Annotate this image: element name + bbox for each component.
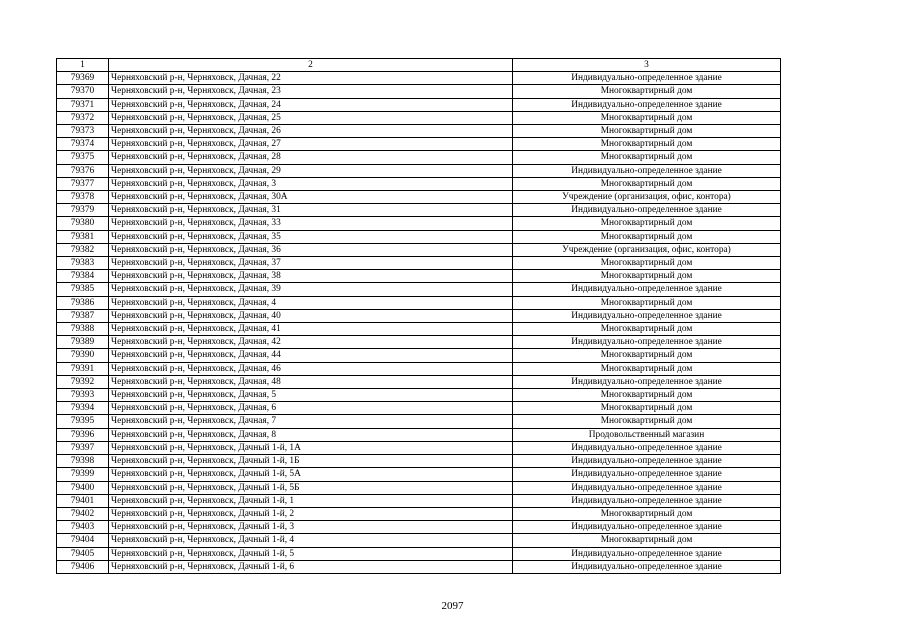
table-row (57, 375, 781, 388)
object-type-cell: Многоквартирный дом (513, 85, 781, 98)
address-cell: Черняховский р-н, Черняховск, Дачная, 24 (109, 98, 513, 111)
table-row (57, 204, 781, 217)
address-cell: Черняховский р-н, Черняховск, Дачный 1-й, 1Б (109, 455, 513, 468)
record-number-cell: 79373 (57, 125, 109, 138)
object-type-cell: Многоквартирный дом (513, 296, 781, 309)
table-row (57, 455, 781, 468)
table-row (57, 125, 781, 138)
address-cell: Черняховский р-н, Черняховск, Дачная, 31 (109, 204, 513, 217)
table-row (57, 72, 781, 85)
document-sheet (56, 58, 780, 574)
object-type-cell: Многоквартирный дом (513, 323, 781, 336)
table-row (57, 534, 781, 547)
object-type-cell: Многоквартирный дом (513, 151, 781, 164)
record-number-cell: 79371 (57, 98, 109, 111)
table-row (57, 349, 781, 362)
record-number-cell: 79385 (57, 283, 109, 296)
record-number-cell: 79398 (57, 455, 109, 468)
object-type-cell: Многоквартирный дом (513, 402, 781, 415)
column-header-3: 3 (513, 59, 781, 72)
object-type-cell: Многоквартирный дом (513, 362, 781, 375)
record-number-cell: 79391 (57, 362, 109, 375)
object-type-cell: Индивидуально-определенное здание (513, 547, 781, 560)
record-number-cell: 79375 (57, 151, 109, 164)
object-type-cell: Многоквартирный дом (513, 111, 781, 124)
table-row (57, 481, 781, 494)
page-number: 2097 (441, 600, 464, 612)
table-row (57, 309, 781, 322)
address-cell: Черняховский р-н, Черняховск, Дачная, 3 (109, 177, 513, 190)
record-number-cell: 79380 (57, 217, 109, 230)
object-type-cell: Многоквартирный дом (513, 534, 781, 547)
address-cell: Черняховский р-н, Черняховск, Дачная, 30А (109, 191, 513, 204)
table-row (57, 402, 781, 415)
record-number-cell: 79401 (57, 494, 109, 507)
table-row (57, 164, 781, 177)
record-number-cell: 79392 (57, 375, 109, 388)
object-type-cell: Индивидуально-определенное здание (513, 481, 781, 494)
address-cell: Черняховский р-н, Черняховск, Дачная, 27 (109, 138, 513, 151)
table-body (57, 72, 781, 574)
address-cell: Черняховский р-н, Черняховск, Дачная, 46 (109, 362, 513, 375)
table-header-row (57, 59, 781, 72)
record-number-cell: 79383 (57, 257, 109, 270)
address-cell: Черняховский р-н, Черняховск, Дачная, 35 (109, 230, 513, 243)
object-type-cell: Учреждение (организация, офис, контора) (513, 243, 781, 256)
table-row (57, 560, 781, 573)
record-number-cell: 79395 (57, 415, 109, 428)
object-type-cell: Продовольственный магазин (513, 428, 781, 441)
table-row (57, 243, 781, 256)
record-number-cell: 79376 (57, 164, 109, 177)
table-row (57, 547, 781, 560)
record-number-cell: 79378 (57, 191, 109, 204)
object-type-cell: Индивидуально-определенное здание (513, 98, 781, 111)
address-cell: Черняховский р-н, Черняховск, Дачная, 36 (109, 243, 513, 256)
address-cell: Черняховский р-н, Черняховск, Дачная, 28 (109, 151, 513, 164)
object-type-cell: Учреждение (организация, офис, контора) (513, 191, 781, 204)
address-cell: Черняховский р-н, Черняховск, Дачный 1-й, 1А (109, 441, 513, 454)
object-type-cell: Индивидуально-определенное здание (513, 164, 781, 177)
table-row (57, 494, 781, 507)
address-cell: Черняховский р-н, Черняховск, Дачная, 33 (109, 217, 513, 230)
address-cell: Черняховский р-н, Черняховск, Дачный 1-й, 5 (109, 547, 513, 560)
object-type-cell: Индивидуально-определенное здание (513, 494, 781, 507)
address-cell: Черняховский р-н, Черняховск, Дачный 1-й, 5Б (109, 481, 513, 494)
object-type-cell: Индивидуально-определенное здание (513, 521, 781, 534)
table-row (57, 521, 781, 534)
address-cell: Черняховский р-н, Черняховск, Дачная, 48 (109, 375, 513, 388)
table-row (57, 138, 781, 151)
address-cell: Черняховский р-н, Черняховск, Дачная, 25 (109, 111, 513, 124)
table-row (57, 362, 781, 375)
object-type-cell: Индивидуально-определенное здание (513, 560, 781, 573)
address-cell: Черняховский р-н, Черняховск, Дачная, 39 (109, 283, 513, 296)
object-type-cell: Индивидуально-определенное здание (513, 309, 781, 322)
record-number-cell: 79397 (57, 441, 109, 454)
record-number-cell: 79370 (57, 85, 109, 98)
address-cell: Черняховский р-н, Черняховск, Дачный 1-й, 4 (109, 534, 513, 547)
object-type-cell: Многоквартирный дом (513, 507, 781, 520)
record-number-cell: 79379 (57, 204, 109, 217)
record-number-cell: 79403 (57, 521, 109, 534)
object-type-cell: Индивидуально-определенное здание (513, 336, 781, 349)
record-number-cell: 79406 (57, 560, 109, 573)
record-number-cell: 79374 (57, 138, 109, 151)
address-cell: Черняховский р-н, Черняховск, Дачная, 5 (109, 389, 513, 402)
table-row (57, 389, 781, 402)
object-type-cell: Многоквартирный дом (513, 270, 781, 283)
table-row (57, 468, 781, 481)
registry-table (56, 58, 781, 574)
address-cell: Черняховский р-н, Черняховск, Дачная, 7 (109, 415, 513, 428)
record-number-cell: 79382 (57, 243, 109, 256)
object-type-cell: Индивидуально-определенное здание (513, 283, 781, 296)
record-number-cell: 79388 (57, 323, 109, 336)
address-cell: Черняховский р-н, Черняховск, Дачная, 29 (109, 164, 513, 177)
address-cell: Черняховский р-н, Черняховск, Дачная, 6 (109, 402, 513, 415)
object-type-cell: Многоквартирный дом (513, 138, 781, 151)
record-number-cell: 79396 (57, 428, 109, 441)
table-row (57, 323, 781, 336)
address-cell: Черняховский р-н, Черняховск, Дачная, 8 (109, 428, 513, 441)
object-type-cell: Индивидуально-определенное здание (513, 204, 781, 217)
column-header-1: 1 (57, 59, 109, 72)
object-type-cell: Многоквартирный дом (513, 177, 781, 190)
object-type-cell: Многоквартирный дом (513, 415, 781, 428)
address-cell: Черняховский р-н, Черняховск, Дачный 1-й, 3 (109, 521, 513, 534)
object-type-cell: Многоквартирный дом (513, 389, 781, 402)
record-number-cell: 79389 (57, 336, 109, 349)
address-cell: Черняховский р-н, Черняховск, Дачная, 23 (109, 85, 513, 98)
table-row (57, 270, 781, 283)
table-row (57, 283, 781, 296)
address-cell: Черняховский р-н, Черняховск, Дачный 1-й, 1 (109, 494, 513, 507)
address-cell: Черняховский р-н, Черняховск, Дачная, 38 (109, 270, 513, 283)
table-row (57, 507, 781, 520)
object-type-cell: Многоквартирный дом (513, 349, 781, 362)
object-type-cell: Индивидуально-определенное здание (513, 468, 781, 481)
record-number-cell: 79390 (57, 349, 109, 362)
record-number-cell: 79387 (57, 309, 109, 322)
record-number-cell: 79381 (57, 230, 109, 243)
object-type-cell: Многоквартирный дом (513, 217, 781, 230)
table-row (57, 415, 781, 428)
address-cell: Черняховский р-н, Черняховск, Дачная, 4 (109, 296, 513, 309)
record-number-cell: 79393 (57, 389, 109, 402)
address-cell: Черняховский р-н, Черняховск, Дачная, 41 (109, 323, 513, 336)
object-type-cell: Многоквартирный дом (513, 257, 781, 270)
object-type-cell: Многоквартирный дом (513, 125, 781, 138)
table-row (57, 177, 781, 190)
address-cell: Черняховский р-н, Черняховск, Дачная, 26 (109, 125, 513, 138)
address-cell: Черняховский р-н, Черняховск, Дачная, 37 (109, 257, 513, 270)
object-type-cell: Индивидуально-определенное здание (513, 455, 781, 468)
address-cell: Черняховский р-н, Черняховск, Дачная, 22 (109, 72, 513, 85)
record-number-cell: 79402 (57, 507, 109, 520)
object-type-cell: Многоквартирный дом (513, 230, 781, 243)
table-row (57, 85, 781, 98)
table-row (57, 111, 781, 124)
address-cell: Черняховский р-н, Черняховск, Дачный 1-й, 2 (109, 507, 513, 520)
column-header-2: 2 (109, 59, 513, 72)
table-row (57, 441, 781, 454)
record-number-cell: 79386 (57, 296, 109, 309)
record-number-cell: 79404 (57, 534, 109, 547)
table-row (57, 217, 781, 230)
table-row (57, 98, 781, 111)
record-number-cell: 79377 (57, 177, 109, 190)
object-type-cell: Индивидуально-определенное здание (513, 441, 781, 454)
table-row (57, 151, 781, 164)
table-row (57, 230, 781, 243)
table-row (57, 336, 781, 349)
address-cell: Черняховский р-н, Черняховск, Дачная, 40 (109, 309, 513, 322)
table-row (57, 428, 781, 441)
address-cell: Черняховский р-н, Черняховск, Дачный 1-й, 5А (109, 468, 513, 481)
record-number-cell: 79372 (57, 111, 109, 124)
address-cell: Черняховский р-н, Черняховск, Дачная, 42 (109, 336, 513, 349)
record-number-cell: 79405 (57, 547, 109, 560)
table-row (57, 296, 781, 309)
table-row (57, 191, 781, 204)
object-type-cell: Индивидуально-определенное здание (513, 375, 781, 388)
table-row (57, 257, 781, 270)
address-cell: Черняховский р-н, Черняховск, Дачный 1-й, 6 (109, 560, 513, 573)
record-number-cell: 79394 (57, 402, 109, 415)
object-type-cell: Индивидуально-определенное здание (513, 72, 781, 85)
address-cell: Черняховский р-н, Черняховск, Дачная, 44 (109, 349, 513, 362)
record-number-cell: 79369 (57, 72, 109, 85)
record-number-cell: 79400 (57, 481, 109, 494)
record-number-cell: 79384 (57, 270, 109, 283)
record-number-cell: 79399 (57, 468, 109, 481)
